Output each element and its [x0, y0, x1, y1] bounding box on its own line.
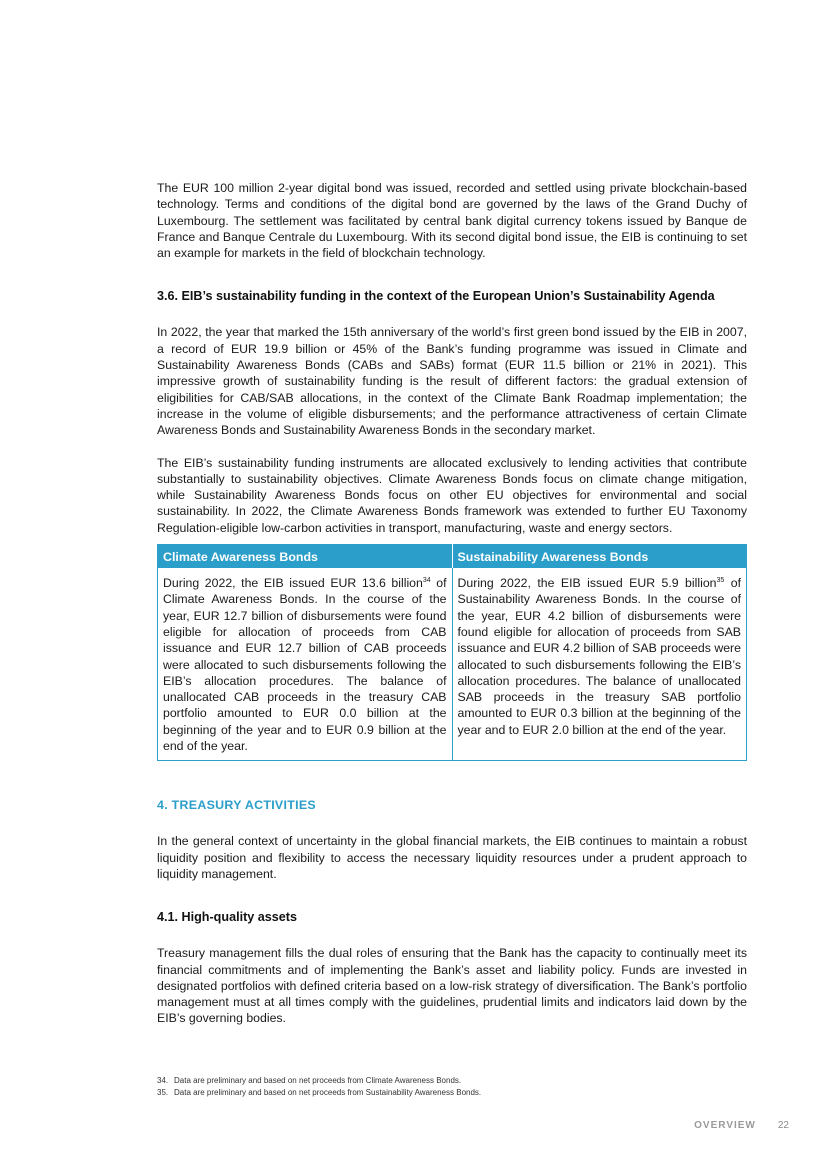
cell-climate-awareness-bonds — [158, 568, 453, 761]
cell-text: of Sustainability Awareness Bonds. In the course of the year, EUR 4.2 billion of disbursements were found eligible for allocation of proceeds from SAB issuance and EUR 4.2 billion of SAB proceeds were allocated to such disbursements following the EIB’s allocation procedures. The balance of unallocated SAB proceeds in the treasury SAB portfolio amounted to EUR 0.3 billion at the beginning of the year and to EUR 2.0 billion at the end of the year. — [457, 576, 741, 737]
footnote-number: 34. — [157, 1076, 169, 1085]
section-heading-4: 4. TREASURY ACTIVITIES — [157, 798, 316, 813]
cell-sustainability-awareness-bonds — [452, 568, 747, 761]
cell-text: of Climate Awareness Bonds. In the course of the year, EUR 12.7 billion of disbursements were found eligible for allocation of proceeds from CAB issuance and EUR 12.7 billion of CAB proceeds were allocated to such disbursements following the EIB’s allocation procedures. The balance of unallocated CAB proceeds in the treasury CAB portfolio amounted to EUR 0.0 billion at the beginning of the year and to EUR 0.9 billion at the end of the year. — [163, 576, 447, 754]
footnote-text: Data are preliminary and based on net proceeds from Climate Awareness Bonds. — [174, 1076, 462, 1085]
footnote-text: Data are preliminary and based on net proceeds from Sustainability Awareness Bonds. — [174, 1088, 482, 1097]
bonds-table — [157, 544, 747, 761]
footnotes — [157, 1075, 747, 1099]
footnote-ref-35[interactable]: 35 — [716, 576, 725, 584]
section-heading-4-1: 4.1. High-quality assets — [157, 910, 297, 925]
cell-text: During 2022, the EIB issued EUR 5.9 billion — [457, 576, 717, 591]
bonds-table-header-row — [158, 545, 747, 569]
paragraph-treasury-intro: In the general context of uncertainty in the global financial markets, the EIB continues to maintain a robust liquidity position and flexibility to access the necessary liquidity resources under a prudent approach to liquidity management. — [157, 834, 747, 881]
header-sustainability-awareness-bonds: Sustainability Awareness Bonds — [452, 545, 747, 569]
page-content — [157, 180, 747, 1027]
bonds-table-row — [158, 568, 747, 761]
paragraph-sustainability-record: In 2022, the year that marked the 15th anniversary of the world’s first green bond issued by the EIB in 2007, a record of EUR 19.9 billion or 45% of the Bank’s funding programme was issued in Climate and Sustainability Awareness Bonds (CABs and SABs) format (EUR 11.5 billion or 21% in 2021). This impressive growth of sustainability funding is the result of different factors: the gradual extension of eligibilities for CAB/SAB allocations, in the context of the Climate Bank Roadmap implementation; the increase in the volume of eligible disbursements; and the performance attractiveness of certain Climate Awareness Bonds and Sustainability Awareness Bonds in the secondary market. — [157, 325, 747, 438]
paragraph-sustainability-instruments: The EIB’s sustainability funding instruments are allocated exclusively to lending activities that contribute substantially to sustainability objectives. Climate Awareness Bonds focus on climate change mitigation, while Sustainability Awareness Bonds focus on other EU objectives for environmental and social sustainability. In 2022, the Climate Awareness Bonds framework was extended to further EU Taxonomy Regulation-eligible low-carbon activities in transport, manufacturing, waste and energy sectors. — [157, 455, 747, 535]
paragraph-digital-bond: The EUR 100 million 2-year digital bond was issued, recorded and settled using private blockchain-based technology. Terms and conditions of the digital bond are governed by the laws of the Grand Duchy of Luxembourg. The settlement was facilitated by central bank digital currency tokens issued by Banque de France and Banque Centrale du Luxembourg. With its second digital bond issue, the EIB is continuing to set an example for markets in the field of blockchain technology. — [157, 181, 747, 261]
page-footer — [694, 1120, 789, 1131]
footnote-34 — [157, 1075, 747, 1087]
footnote-number: 35. — [157, 1088, 169, 1097]
cell-text: During 2022, the EIB issued EUR 13.6 billion — [163, 576, 423, 591]
header-climate-awareness-bonds: Climate Awareness Bonds — [158, 545, 453, 569]
paragraph-treasury-management: Treasury management fills the dual roles of ensuring that the Bank has the capacity to continually meet its financial commitments and of implementing the Bank’s asset and liability policy. Funds are invested in designated portfolios with defined criteria based on a low-risk strategy of diversification. The Bank’s portfolio management must at all times comply with the guidelines, prudential limits and indicators laid down by the EIB’s governing bodies. — [157, 946, 747, 1026]
footnote-35 — [157, 1087, 747, 1099]
page-number: 22 — [777, 1120, 789, 1131]
section-heading-3-6: 3.6. EIB’s sustainability funding in the context of the European Union’s Sustainability Agenda — [157, 289, 715, 304]
footer-section-label: OVERVIEW — [694, 1120, 756, 1131]
footnote-ref-34[interactable]: 34 — [422, 576, 431, 584]
